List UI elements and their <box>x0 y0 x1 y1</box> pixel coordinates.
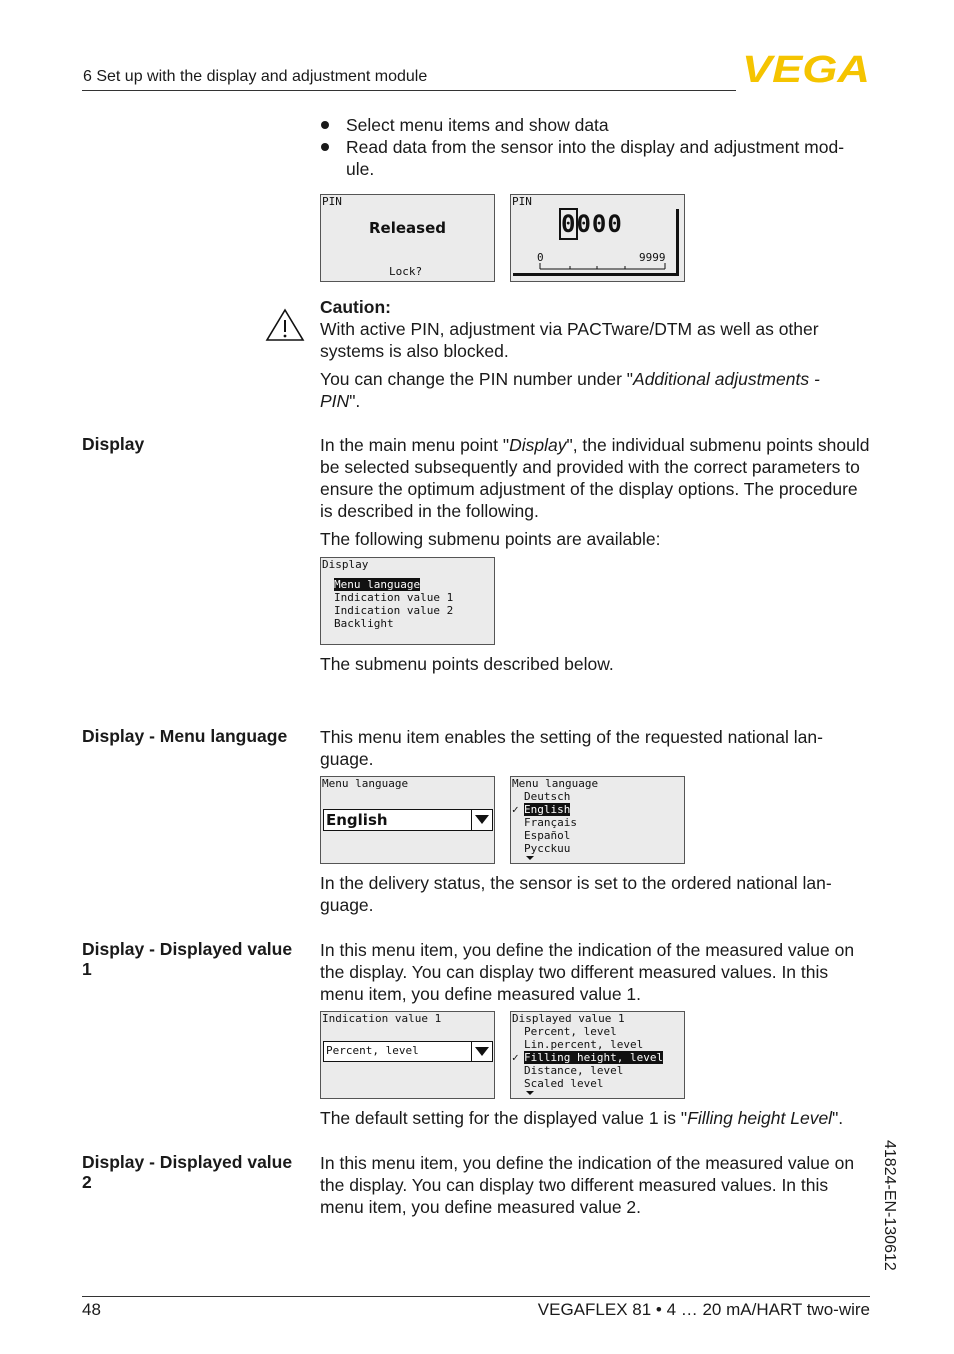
check-icon: ✓ <box>512 803 519 816</box>
screen-title: Menu language <box>322 777 409 790</box>
bullet-item: Select menu items and show data <box>320 114 870 136</box>
display-menu-screen <box>320 557 495 645</box>
displayed-value-1-text: In this menu item, you define the indication of the measured value on the display. You can display two different measured values. In this menu item, you define measured value 1. <box>320 940 855 1004</box>
option: Percent, level <box>524 1025 617 1038</box>
option: Español <box>524 829 571 842</box>
indication-select-screen <box>320 1011 495 1099</box>
submenu-intro: The following submenu points are available: <box>320 529 661 549</box>
option: Français <box>524 816 577 829</box>
pin-scale <box>537 261 667 271</box>
screen-title: PIN <box>322 195 342 208</box>
delivery-status-text: In the delivery status, the sensor is set to the ordered national lan- guage. <box>320 873 832 915</box>
language-value: English <box>326 811 388 829</box>
display-intro: In the main menu point "Display", the individual submenu points should be selected subsequently and provided with the correct parameters to ensure the optimum adjustment of the display options. The procedure is described in the following. <box>320 435 870 521</box>
option-selected: Filling height, level <box>524 1051 664 1064</box>
footer-rule <box>82 1296 870 1297</box>
pin-menu-path: Additional adjustments - PIN <box>320 369 820 411</box>
menu-item-selected: Menu language <box>334 578 421 591</box>
pin-status: Released <box>369 219 446 237</box>
svg-text:VEGA: VEGA <box>742 52 870 84</box>
caution-text: With active PIN, adjustment via PACTware/DTM as well as other systems is also blocked. <box>320 319 819 361</box>
option: Distance, level <box>524 1064 624 1077</box>
menu-language-label: Display - Menu language <box>82 726 288 746</box>
section-header: 6 Set up with the display and adjustment module <box>83 68 428 85</box>
document-id: 41824-EN-130612 <box>881 1140 898 1271</box>
language-combobox <box>323 809 493 831</box>
dropdown-arrow-icon <box>471 1042 492 1061</box>
pin-entry-screen <box>510 194 685 282</box>
option: Pycckuu <box>524 842 571 855</box>
option: Scaled level <box>524 1077 604 1090</box>
menu-item: Backlight <box>334 617 394 630</box>
language-list-screen <box>510 776 685 864</box>
product-name: VEGAFLEX 81 • 4 … 20 mA/HART two-wire <box>537 1300 870 1319</box>
menu-item: Indication value 1 <box>334 591 454 604</box>
pin-released-screen <box>320 194 495 282</box>
scroll-down-icon <box>526 856 534 860</box>
indication-value: Percent, level <box>326 1044 419 1057</box>
bullet-list <box>320 114 870 180</box>
scroll-down-icon <box>526 1091 534 1095</box>
pin-value <box>561 210 623 238</box>
screen-title: Indication value 1 <box>322 1012 442 1025</box>
lock-prompt: Lock? <box>389 265 423 278</box>
option: Deutsch <box>524 790 571 803</box>
screen-title: Display <box>322 558 369 571</box>
displayed-value-2-text: In this menu item, you define the indication of the measured value on the display. You can display two different measured values. In this menu item, you define measured value 2. <box>320 1153 855 1217</box>
option: Lin.percent, level <box>524 1038 644 1051</box>
caution-heading: Caution: <box>320 297 391 317</box>
option-selected: English <box>524 803 571 816</box>
default-setting-text: The default setting for the displayed value 1 is "Filling height Level". <box>320 1108 844 1128</box>
caution-pin-hint: You can change the PIN number under "Additional adjustments - PIN". <box>320 369 820 411</box>
indication-list-screen <box>510 1011 685 1099</box>
check-icon: ✓ <box>512 1051 519 1064</box>
page-number: 48 <box>82 1300 101 1319</box>
menu-item: Indication value 2 <box>334 604 454 617</box>
language-select-screen <box>320 776 495 864</box>
submenu-outro: The submenu points described below. <box>320 654 614 674</box>
screen-title: Menu language <box>512 777 599 790</box>
indication-combobox <box>323 1041 493 1062</box>
menu-language-text: This menu item enables the setting of the requested national lan- guage. <box>320 727 823 769</box>
screen-title: PIN <box>512 195 532 208</box>
dropdown-arrow-icon <box>471 810 492 830</box>
vega-logo <box>742 52 872 84</box>
pin-min: 0 <box>537 251 544 264</box>
warning-icon <box>265 308 305 342</box>
bullet-item: Read data from the sensor into the display and adjustment mod- ule. <box>320 136 870 180</box>
pin-rest-digits: 000 <box>576 210 623 238</box>
display-section-label: Display <box>82 434 145 454</box>
displayed-value-2-label: Display - Displayed value 2 <box>82 1152 293 1192</box>
pin-max: 9999 <box>639 251 666 264</box>
screen-title: Displayed value 1 <box>512 1012 625 1025</box>
pin-cursor-digit: 0 <box>561 210 577 238</box>
displayed-value-1-label: Display - Displayed value 1 <box>82 939 293 979</box>
header-rule <box>82 90 736 91</box>
